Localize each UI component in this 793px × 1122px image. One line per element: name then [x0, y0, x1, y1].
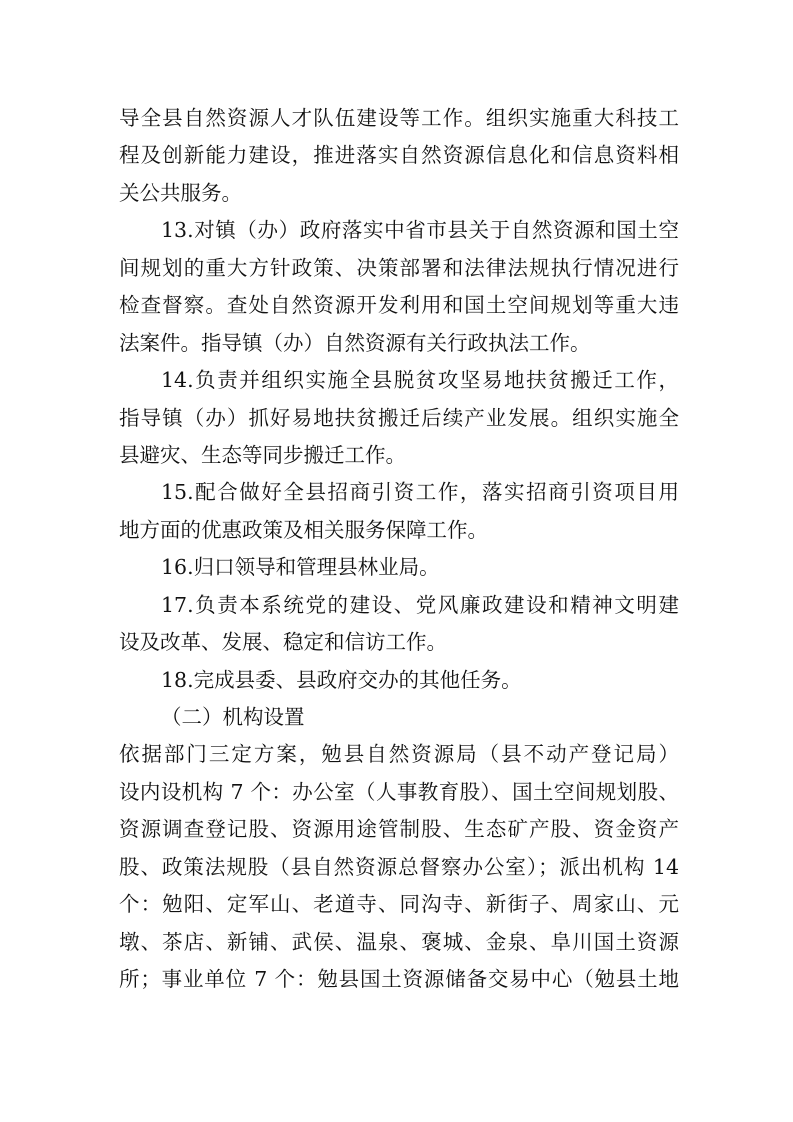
- paragraph-line: 设及改革、发展、稳定和信访工作。: [119, 630, 447, 655]
- paragraph-line: 关公共服务。: [119, 180, 242, 205]
- paragraph-line: 资源调查登记股、资源用途管制股、生态矿产股、资金资产: [119, 817, 679, 842]
- paragraph-line: 间规划的重大方针政策、决策部署和法律法规执行情况进行: [119, 255, 679, 280]
- list-item-17: 17.负责本系统党的建设、党风廉政建设和精神文明建: [161, 592, 679, 617]
- paragraph-line: 依据部门三定方案，勉县自然资源局（县不动产登记局）: [119, 742, 679, 767]
- list-item-15: 15.配合做好全县招商引资工作，落实招商引资项目用: [161, 480, 679, 505]
- paragraph-line: 程及创新能力建设，推进落实自然资源信息化和信息资料相: [119, 143, 679, 168]
- section-heading: （二）机构设置: [161, 705, 305, 729]
- paragraph-line: 指导镇（办）抓好易地扶贫搬迁后续产业发展。组织实施全: [119, 405, 679, 430]
- paragraph-line: 所；事业单位 7 个：勉县国土资源储备交易中心（勉县土地: [119, 967, 679, 992]
- paragraph-line: 股、政策法规股（县自然资源总督察办公室）；派出机构 14: [119, 854, 679, 879]
- paragraph-line: 个：勉阳、定军山、老道寺、同沟寺、新街子、周家山、元: [119, 892, 679, 917]
- paragraph-line: 地方面的优惠政策及相关服务保障工作。: [119, 517, 488, 542]
- paragraph-line: 县避灾、生态等同步搬迁工作。: [119, 442, 406, 467]
- paragraph-line: 检查督察。查处自然资源开发利用和国土空间规划等重大违: [119, 293, 679, 318]
- paragraph-line: 法案件。指导镇（办）自然资源有关行政执法工作。: [119, 330, 591, 355]
- list-item-14: 14.负责并组织实施全县脱贫攻坚易地扶贫搬迁工作，: [161, 368, 679, 393]
- list-item-13: 13.对镇（办）政府落实中省市县关于自然资源和国土空: [161, 218, 679, 243]
- paragraph-line: 墩、茶店、新铺、武侯、温泉、褒城、金泉、阜川国土资源: [119, 929, 679, 954]
- paragraph-line: 设内设机构 7 个：办公室（人事教育股）、国土空间规划股、: [119, 779, 679, 804]
- paragraph-line: 导全县自然资源人才队伍建设等工作。组织实施重大科技工: [119, 106, 679, 130]
- list-item-16: 16.归口领导和管理县林业局。: [161, 555, 440, 580]
- list-item-18: 18.完成县委、县政府交办的其他任务。: [161, 667, 522, 692]
- document-body: [119, 100, 679, 999]
